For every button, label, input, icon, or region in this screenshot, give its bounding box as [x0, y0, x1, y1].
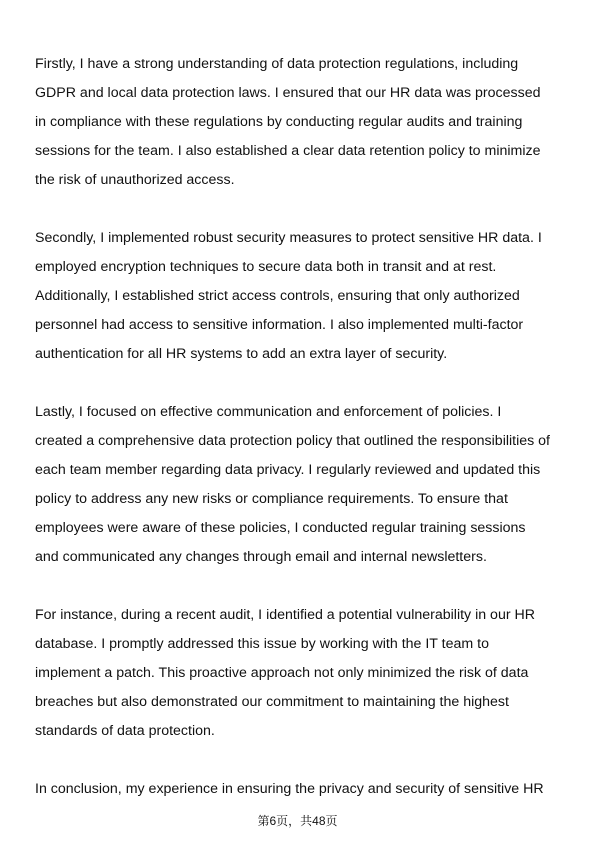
text-line: For instance, during a recent audit, I identified a potential vulnerability in our HR [35, 607, 535, 623]
text-line: standards of data protection. [35, 723, 215, 739]
paragraph-security-measures [35, 224, 560, 369]
text-line: in compliance with these regulations by conducting regular audits and training [35, 114, 523, 130]
text-line: the risk of unauthorized access. [35, 172, 235, 188]
text-line: Lastly, I focused on effective communication and enforcement of policies. I [35, 404, 502, 420]
text-line: personnel had access to sensitive information. I also implemented multi-factor [35, 317, 524, 333]
paragraph-example-audit [35, 601, 560, 746]
text-line: In conclusion, my experience in ensuring the privacy and security of sensitive HR [35, 781, 544, 797]
text-line: each team member regarding data privacy. I regularly reviewed and updated this [35, 462, 541, 478]
text-line: implement a patch. This proactive approach not only minimized the risk of data [35, 665, 529, 681]
document-body [35, 50, 560, 833]
text-line: database. I promptly addressed this issue by working with the IT team to [35, 636, 489, 652]
paragraph-communication [35, 398, 560, 572]
page-number-footer: 第6页，共48页 [257, 814, 338, 828]
text-line: employees were aware of these policies, I conducted regular training sessions [35, 520, 526, 536]
text-line: Secondly, I implemented robust security measures to protect sensitive HR data. I [35, 230, 542, 246]
paragraph-regulations [35, 50, 560, 195]
text-line: sessions for the team. I also established a clear data retention policy to minimize [35, 143, 541, 159]
text-line: and communicated any changes through email and internal newsletters. [35, 549, 487, 565]
text-line: breaches but also demonstrated our commitment to maintaining the highest [35, 694, 509, 710]
text-line: created a comprehensive data protection policy that outlined the responsibilities of [35, 433, 550, 449]
paragraph-conclusion [35, 775, 560, 804]
text-line: GDPR and local data protection laws. I ensured that our HR data was processed [35, 85, 541, 101]
text-line: authentication for all HR systems to add an extra layer of security. [35, 346, 448, 362]
text-line: policy to address any new risks or compliance requirements. To ensure that [35, 491, 508, 507]
text-line: employed encryption techniques to secure data both in transit and at rest. [35, 259, 497, 275]
text-line: Additionally, I established strict access controls, ensuring that only authorized [35, 288, 520, 304]
text-line: Firstly, I have a strong understanding of data protection regulations, including [35, 56, 519, 72]
